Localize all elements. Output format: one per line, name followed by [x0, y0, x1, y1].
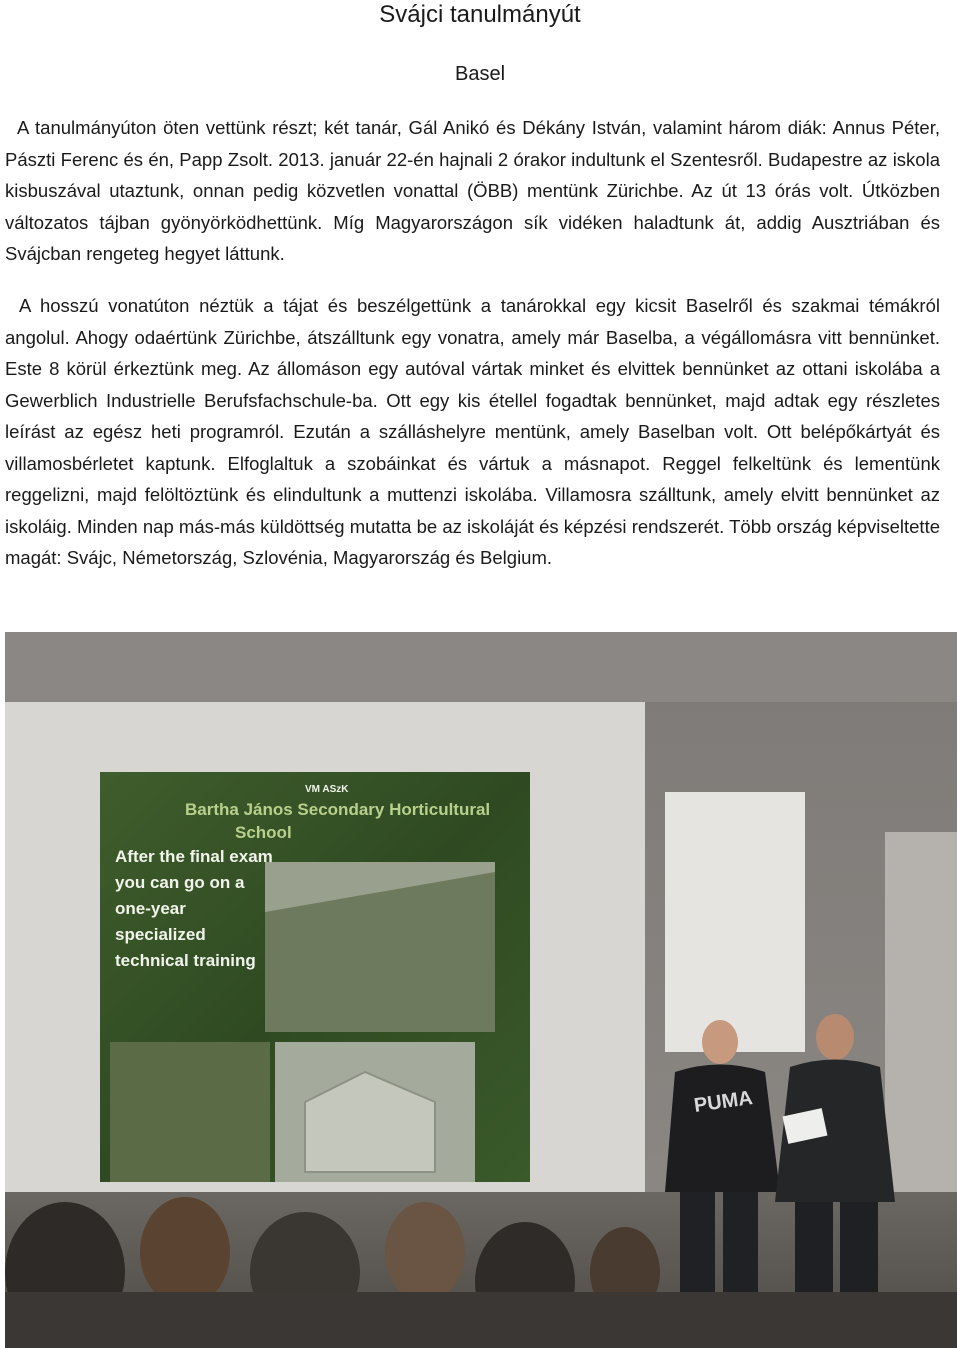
paragraph-1: A tanulmányúton öten vettünk részt; két tanár, Gál Anikó és Dékány István, valamint három diák: Annus Péter, Pászti Ferenc és én, Papp Zsolt. 2013. január 22-én hajnali 2 órakor indultunk el Szentesről. Budapestre az iskola kisbuszával utaztunk, onnan pedig közvetlen vonattal (ÖBB) mentünk Zürichbe. Az út 13 órás volt. Útközben változatos tájban gyönyörködhettünk. Míg Magyarországon sík vidéken haladtunk át, addig Ausztriában és Svájcban rengeteg hegyet láttunk.: [5, 117, 940, 264]
slide-line-2: Bartha János Secondary Horticultural: [185, 800, 491, 819]
paragraph-2: A hosszú vonatúton néztük a tájat és beszélgettünk a tanárokkal egy kicsit Baselről és szakmai témákról angolul. Ahogy odaértünk Zürichbe, átszálltunk egy vonatra, amely már Baselba, a végállomásra vitt bennünket. Este 8 körül érkeztünk meg. Az állomáson egy autóval vártak minket és elvittek bennünket az ottani iskolába a Gewerblich Industrielle Berufsfachschule-ba. Ott egy kis étellel fogadtak bennünket, majd adtak egy részletes leírást az egész heti programról. Ezután a szálláshelyre mentünk, amely Baselban volt. Ott belépőkártyát és villamosbérletet kaptunk. Elfoglaltuk a szobáinkat és vártuk a másnapot. Reggel felkeltünk és lementünk reggelizni, majd felöltöztünk és elindultunk a muttenzi iskolába. Villamosra szálltunk, amely elvitt bennünket az iskoláig. Minden nap más-más küldöttség mutatta be az iskoláját és képzési rendszerét. Több ország képviseltette magát: Svájc, Németország, Szlovénia, Magyarország és Belgium.: [5, 295, 940, 568]
slide-line-7: specialized: [115, 925, 206, 944]
slide-line-6: one-year: [115, 899, 186, 918]
page-subtitle: Basel: [454, 63, 506, 85]
slide-line-8: technical training: [115, 951, 256, 970]
slide-line-5: you can go on a: [115, 873, 245, 892]
slide-greenhouse-photo-2: [110, 1042, 270, 1182]
slide-line-3: School: [235, 823, 292, 842]
classroom-photo-drawing: [5, 632, 957, 1348]
slide-line-1: VM ASzK: [305, 784, 349, 795]
flipchart: [665, 792, 805, 1052]
page-title: Svájci tanulmányút: [379, 1, 581, 28]
ceiling: [5, 632, 957, 702]
classroom-photo: [5, 632, 957, 1348]
slide-line-4: After the final exam: [115, 847, 273, 866]
shirt-text: PUMA: [692, 1086, 755, 1117]
